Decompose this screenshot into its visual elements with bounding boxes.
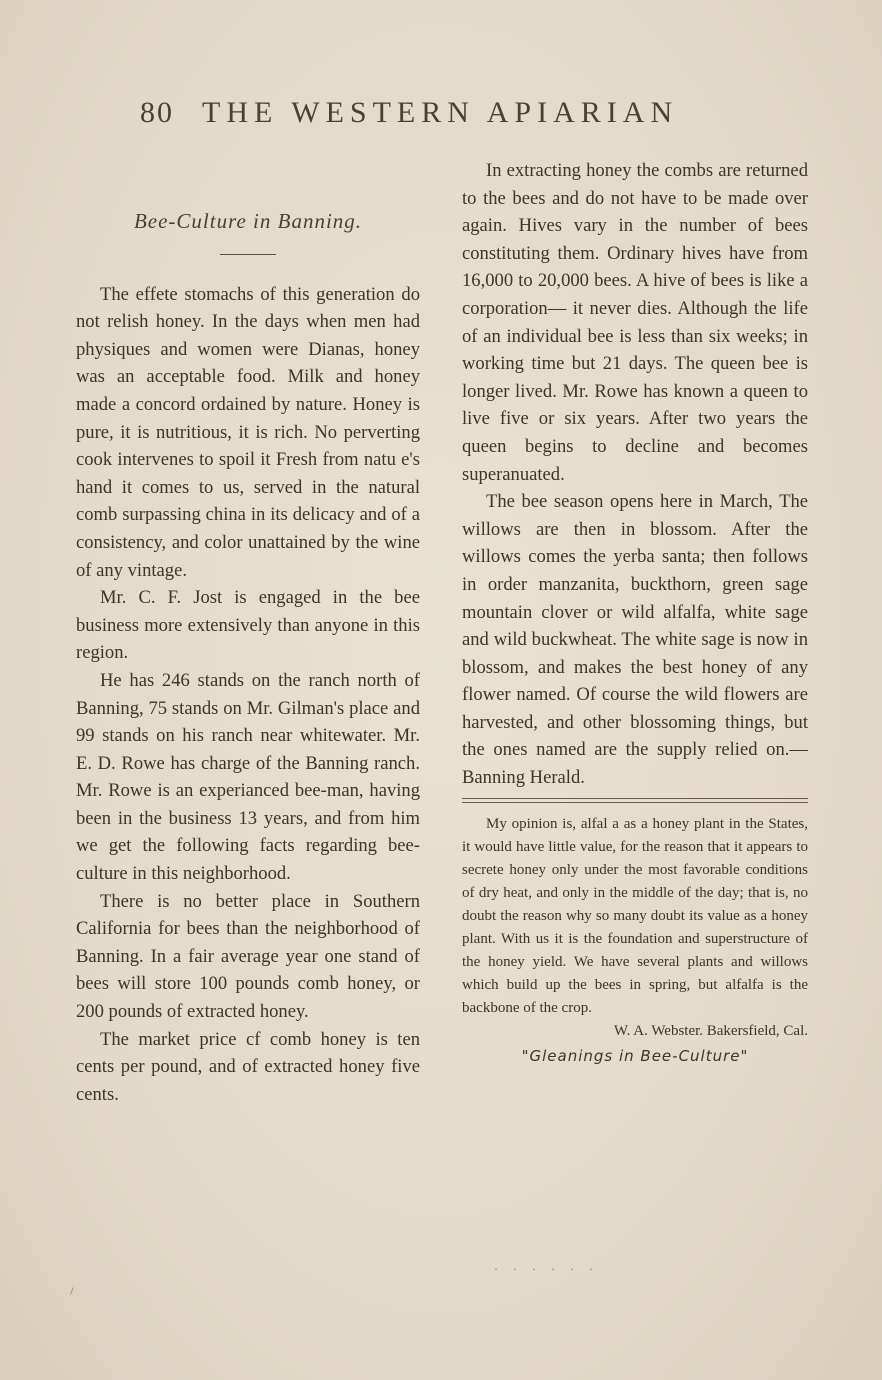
- article-title: Bee-Culture in Banning.: [133, 209, 363, 233]
- paragraph: He has 246 stands on the ranch north of Banning, 75 stands on Mr. Gilman's place and 99 stands on his ranch near whitewater. Mr. E. D. Rowe has charge of the Banning ranch. Mr. Rowe is an experianced bee-man, having been in the business 13 years, and from him we get the following facts regarding bee-culture in this neighborhood.: [76, 669, 420, 885]
- paragraph: In extracting honey the combs are returned to the bees and do not have to be made over again. Hives vary in the number of bees constituting them. Ordinary hives have from 16,000 to 20,000 bees. A hive of bees is like a corporation— it never dies. Although the life of an individual bee is less than six weeks; in working time but 21 days. The queen bee is longer lived. Mr. Rowe has known a queen to live five or six years. After two years the queen begins to decline and becomes superanuated.: [462, 160, 808, 485]
- paragraph: The market price cf comb honey is ten cents per pound, and of extracted honey five cents.: [76, 1028, 420, 1105]
- quoted-note: [462, 813, 808, 1068]
- left-column: [76, 208, 420, 1108]
- double-rule-divider: [462, 798, 808, 803]
- right-column: [462, 157, 808, 1068]
- print-speck: /: [70, 1284, 80, 1298]
- journal-title: THE WESTERN APIARIAN: [202, 96, 679, 129]
- note-source: "Gleanings in Bee-Culture": [521, 1046, 749, 1065]
- paragraph: The bee season opens here in March, The willows are then in blossom. After the willows comes the yerba santa; then follows in order manzanita, buckthorn, green sage mountain clover or wild alfalfa, white sage and wild buckwheat. The white sage is now in blossom, and makes the best honey of any flower named. Of course the wild flowers are harvested, and other blossoming things, but the ones named are the supply relied on.—Banning Herald.: [462, 491, 808, 789]
- page-number: 80: [140, 96, 174, 129]
- paragraph: The effete stomachs of this generation do not relish honey. In the days when men had physiques and women were Dianas, honey was an acceptable food. Milk and honey made a concord ordained by nature. Honey is pure, it is nutritious, it is rich. No perverting cook intervenes to spoil it Fresh from natu e's hand it comes to us, served in the natural comb surpassing china in its delicacy and of a consistency, and color unattained by the wine of any vintage.: [76, 283, 420, 581]
- print-specks: · · · · · ·: [494, 1262, 599, 1276]
- paragraph: There is no better place in Southern California for bees than the neighborhood of Banning. In a fair average year one stand of bees will store 100 pounds comb honey, or 200 pounds of extracted honey.: [76, 890, 420, 1023]
- paragraph: Mr. C. F. Jost is engaged in the bee business more extensively than anyone in this region.: [76, 587, 420, 664]
- running-header: [140, 96, 740, 130]
- note-text: My opinion is, alfal a as a honey plant in the States, it would have little value, for the reason that it appears to secrete honey only under the most favorable conditions of dry heat, and only in the middle of the day; that is, no doubt the reason why so many doubt its value as a honey plant. With us it is the foundation and superstructure of the honey yield. We have several plants and willows which build up the bees in spring, but alfalfa is the backbone of the crop.: [462, 815, 808, 1016]
- title-divider: [220, 254, 276, 255]
- note-signature: W. A. Webster. Bakersfield, Cal.: [613, 1022, 808, 1039]
